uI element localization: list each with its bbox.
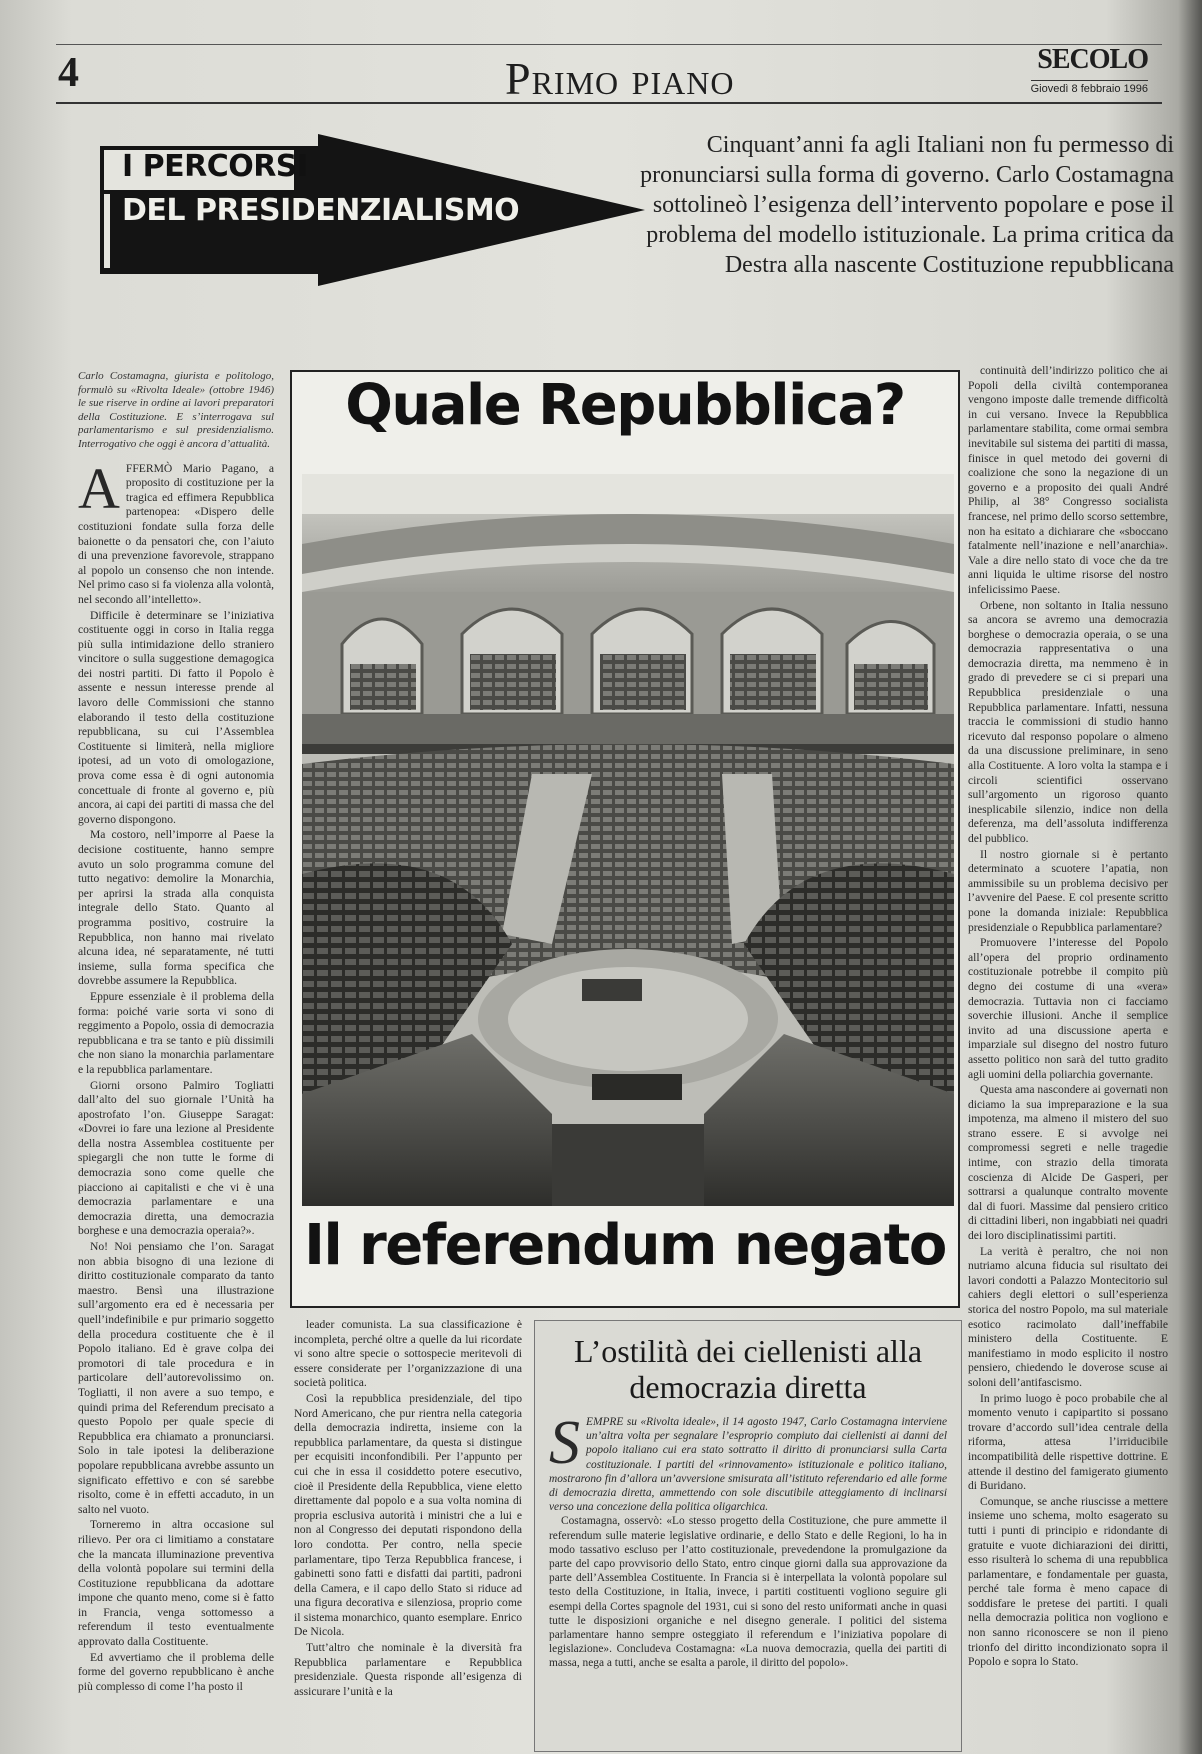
paragraph: continuità dell’indirizzo politico che ai Popoli della civiltà contemporanea vengono imposte dalle tremende difficoltà in cui versano. Invece la Repubblica parlamentare stabilita, come ormai sembra inevitabile sul sistema dei partiti di massa, finisce in quel metodo dei governi di coalizione che sono la negazione di un governo e a proposito dei quali André Philip, al 38° Congresso socialista francese, nel primo dello scorso settembre, non ha esitato a dichiarare che «sboccano fatalmente nell’inazione e nell’anarchia». Vale a dire nello stato di voce che da tre anni liquida le ultime risorse del nostro infelicissimo Paese. [968,364,1168,596]
sidebar-paragraph: Costamagna, osservò: «Lo stesso progetto della Costituzione, che pure ammette il referendum sulle materie legislative ordinarie, e dello Stato e delle Regioni, lo ha in modo tassativo escluso per l’atto costituzionale, prevedendone la promulgazione da parte del capo provvisorio dello Stato, entro cinque giorni dalla sua approvazione da parte dell’Assemblea Costituente. In Francia si è interpellata la volontà popolare sul testo della Costituzione, in Italia, invece, i partiti costituenti vogliono seguire gli esempi della Cortes spagnole del 1931, cui si sono del resto uniformati anche in quasi tutte le disposizioni organiche e nel disegno generale. I politici del sistema parlamentare hanno sempre osteggiato il referendum e l’iniziativa popolare di legislazione». Concludeva Costamagna: «La nuova democrazia, quella dei partiti di massa, nega a tutti, anche se esalta a parole, il diritto del popolo». [549,1515,947,1670]
paragraph: Giorni orsono Palmiro Togliatti dall’alto del suo giornale l’Unità ha apostrofato l’on. Giuseppe Saragat: «Dovrei io fare una lezione al Presidente della nostra Assemblea costituente per spiegargli che non tutte le forme di democrazia sono come quelle che piacciono ai capitalisti e che vi è una democrazia parlamentare e una democrazia diretta, una democrazia borghese e una democrazia operaia?». [78,1078,274,1238]
paragraph: Ed avvertiamo che il problema delle forme del governo repubblicano è anche più complesso di come l’ha posto il [78,1650,274,1693]
top-rule [56,44,1162,45]
paragraph: Difficile è determinare se l’iniziativa costituente oggi in corso in Italia regga più sulla intimidazione dello straniero vincitore o sulla suggestione demagogica dei nostri partiti. Di fatto il Popolo è assente e nessun interesse prende al lavoro delle Commissioni che stanno elaborando il testo della costituzione repubblicana, su cui l’Assemblea Costituente si limiterà, nella migliore ipotesi, ad un voto di omologazione, prova come essa è di ogni autonomia concettuale di fronte al governo e, più ancora, ai capi dei partiti di massa che del governo dispongono. [78,608,274,826]
headline-bottom: Il referendum negato [304,1213,946,1278]
paragraph: Così la repubblica presidenziale, del tipo Nord Americano, che pur rientra nella categoria della democrazia indiretta, insieme con la repubblica parlamentare, da questa si distingue per ecquisiti inconfondibili. Per l’appunto per cui che in essa il cosiddetto potere esecutivo, cioè il Presidente della Repubblica, viene eletto direttamente dal popolo e a sua volta nomina di propria esclusiva autorità i ministri che a lui e non al Congresso dei deputati rispondono della loro condotta. Per contro, nella specie parlamentare, tipo Terza Repubblica francese, i gabinetti sono fatti e disfatti dai partiti, padroni della Camera, e il capo dello Stato si riduce ad una figura decorativa e silenziosa, proprio come il sistema monarchico, quanto esemplare. Enrico De Nicola. [294,1391,522,1639]
lead-caps: FFERMÒ [125,461,173,475]
lead-text: Mario Pagano, a proposito di costituzione per la tragica ed effimera Repubblica partenopea: «Dispero delle costituzioni fondate sulla forza delle baionette o da pensatori che, con l’aiuto di una prevenzione favorevole, strappano al popolo un consenso che non intende. Nel primo caso si fa violenza alla volontà, nel secondo all’intelletto». [78,461,274,606]
paragraph: Il nostro giornale si è pertanto determinato a scuotere l’apatia, non ammissibile su un problema decisivo per l’avvenire del Paese. E col presente scritto pone la domanda iniziale: Repubblica presidenziale o Repubblica parlamentare? [968,847,1168,934]
paragraph: Ma costoro, nell’imporre al Paese la decisione costituente, hanno sempre avuto un solo programma comune del tutto negativo: demolire la Monarchia, per aprirsi la strada alla conquista integrale dello Stato. Quanto al programma positivo, costruire la Repubblica, non hanno mai rivelato alcuna idea, né separatamente, né tutti insieme, sulla forma specifica che dovrebbe assumere la Repubblica. [78,828,274,988]
page-number: 4 [58,50,79,96]
paragraph: leader comunista. La sua classificazione è incompleta, perché oltre a quelle da lui ricordate vi sono altre specie o sottospecie meritevoli di essere considerate per l’organizzazione di una società politica. [294,1318,522,1390]
paragraph: Comunque, se anche riuscisse a mettere insieme uno schema, molto esagerato su tutti i punti di principio e ridondante di gratuite e vuote dichiarazioni dei diritti, esso risulterà lo schema di una repubblica parlamentare, e fondamentale per guasta, perché tale forma è meno capace di soddisfare le pretese dei partiti. I quali nella democrazia politica non vogliono e non sanno riconoscere se non il pieno trionfo del diritto incondizionato sopra il Popolo e sopra lo Stato. [968,1494,1168,1669]
masthead-name: SECOLO [1037,44,1148,75]
sidebar-box [534,1320,962,1752]
series-title-line2: DEL PRESIDENZIALISMO [122,193,520,228]
paragraph: Tutt’altro che nominale è la diversità fra Repubblica parlamentare e Repubblica presidenziale. Questa risponde all’esigenza di assicurare l’unità e la [294,1641,522,1698]
paragraph: Questa ama nascondere ai governati non diciamo la sua impreparazione e la sua impotenza, ma almeno il mistero del suo strano essere. E si avvolge nei compromessi segreti e nelle tragedie intime, con strazio della timorata coscienza di Alcide De Gasperi, per sottrarsi a qualunque contralto movente dal di fuori. Massime dal pensiero critico di cittadini liberi, non ingabbiati nei quadri dei loro disciplinatissimi partiti. [968,1083,1168,1243]
article-lead-paragraph [78,455,274,608]
article-column-middle [294,1318,522,1750]
masthead-date: Giovedì 8 febbraio 1996 [1031,80,1148,95]
paragraph: In primo luogo è poco probabile che al momento venuto i capipartito si possano trovare d’accordo sull’idea centrale della riforma, attesa l’irriducibile incompatibilità delle rispettive dottrine. E attende il destino del famigerato giumento di Buridano. [968,1391,1168,1493]
article-standfirst: Carlo Costamagna, giurista e politologo, formulò su «Rivolta Ideale» (ottobre 1946) le sue riserve in ordine ai lavori preparatori della Costituzione. E s’interrogava sul parlamentarismo e sul presidenzialismo. Interrogativo che oggi è ancora d’attualità. [78,370,274,450]
masthead [1031,46,1148,95]
article-column-right [968,364,1168,1750]
sidebar-lead-paragraph [549,1409,947,1514]
sidebar-drop-cap: S [549,1409,580,1477]
article-dek: Cinquant’anni fa agli Italiani non fu permesso di pronunciarsi sulla forma di governo. Carlo Costamagna sottolineò l’esigenza dell’intervento popolare e pose il problema del modello istituzionale. La prima critica da Destra alla nascente Costituzione repubblicana [640,132,1174,278]
series-banner [100,134,645,294]
paragraph: Torneremo in altra occasione sul rilievo. Per ora ci limitiamo a constatare che la mancata illuminazione preventiva della volontà popolare sui termini della Costituzione repubblicana da adottare impone che quanto meno, come si è fatto in Francia, venga sottomesso a referendum il testo eventualmente approvato dalla Costituente. [78,1518,274,1649]
paragraph: No! Noi pensiamo che l’on. Saragat non abbia bisogno di una lezione di diritto costituzionale comparato da tanto maestro. Bensì una illustrazione sull’argomento era ed è necessaria per quell’indefinibile e pur primario soggetto della procedura costituente che è il Popolo italiano. Ed è grave colpa dei promotori di tale procedura e in particolare dell’autorevolissimo on. Togliatti, il non avere a suo tempo, e quindi prima del Referendum precisato a questo Popolo per quale specie di Repubblica era chiamato a pronunciarsi. Solo in tale ipotesi la deliberazione popolare repubblicana avrebbe assunto un significato effettivo e con sé sarebbe risolto, come è in effetti accaduto, in un salto nel vuoto. [78,1240,274,1516]
sidebar-title: L’ostilità dei ciellenisti alla democrazia diretta [573,1333,923,1405]
drop-cap: A [78,455,120,521]
header-rule [56,102,1162,104]
sidebar-body [535,1409,961,1671]
paragraph: La verità è peraltro, che noi non nutriamo alcuna fiducia sul risultato dei lavori condotti a Palazzo Montecitorio sul cahiers degli elettori o sull’esperienza storica del nostro Popolo, ma sul materiale esotico racimolato dall’ineffabile ministero della Costituente. E manifestiamo in modo esplicito il nostro pensiero, chiedendo le doverose scuse ai soloni dell’antifascismo. [968,1244,1168,1389]
paragraph: Promuovere l’interesse del Popolo all’opera del proprio ordinamento costituzionale potrebbe il compito più degno dei costume di una «vera» democrazia. Tuttavia non ci facciamo soverchie illusioni. Anche il semplice invito ad una discussione aperta e imparziale sul disegno del nostro futuro assetto politico non sarà del tutto gradito agli uomini della poliarchia governante. [968,936,1168,1081]
paragraph: Eppure essenziale è il problema della forma: poiché varie sorta vi sono di reggimento a Popolo, ossia di democrazia repubblicana e tra se tanto e più dissimili che non siano la monarchia parlamentare e la repubblica parlamentare. [78,989,274,1076]
headline-top: Quale Repubblica? [345,373,905,438]
sidebar-lead-text: EMPRE su «Rivolta ideale», il 14 agosto 1947, Carlo Costamagna interviene un’altra volta per segnalare l’esproprio compiuto dai ciellenisti ai danni del popolo italiano cui era stato sottratto il diritto di pronunciarsi sulla Carta costituzionale. I partiti del «rinnovamento» istituzionale e politico italiano, mostrarono fin d’allora un’avversione smisurata all’istituto referendario ed alle forme di democrazia diretta, ammettendo con sole discutibile atteggiamento di inclinarsi verso una concezione della politica oligarchica. [549,1416,947,1514]
binding-shadow [1178,0,1202,1754]
article-column-left [78,370,274,1750]
paragraph: Orbene, non soltanto in Italia nessuno sa ancora se avremo una democrazia borghese o democrazia operaia, o se una democrazia rappresentativa o una democrazia diretta, ma nemmeno è in grado di prevedere se ci si prepari una Repubblica presidenziale o una Repubblica parlamentare. Infatti, nessuna traccia le commissioni di studio hanno ricevuto dal responso popolare o almeno da una discussione preliminare, in seno alla Costituente. A loro volta la stampa e i circoli scientifici osservano sull’argomento un rigoroso quanto inesplicabile silenzio, indice non della deferenza, ma dell’assoluta indifferenza del pubblico. [968,598,1168,845]
series-title-line1: I PERCORSI [122,149,308,184]
section-title: Primo piano [505,53,735,104]
parliament-chamber-photo [302,474,954,1206]
